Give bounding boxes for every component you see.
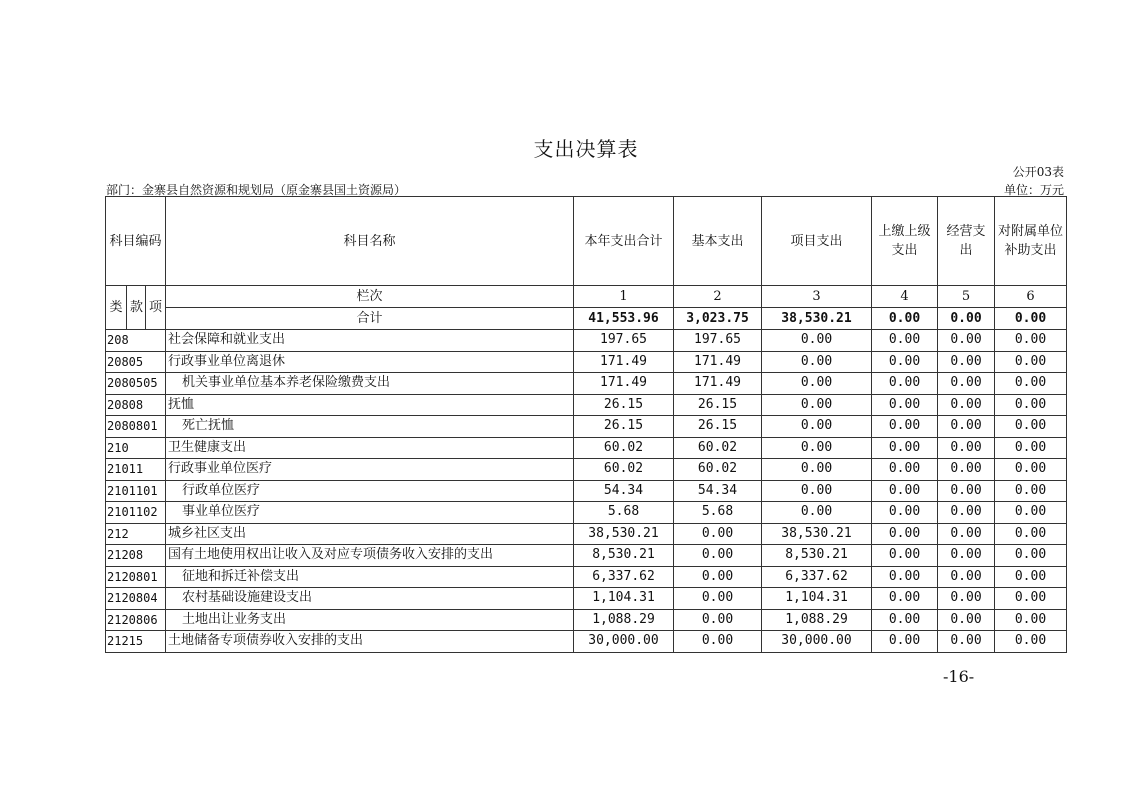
column-number-6: 6 — [995, 286, 1067, 308]
table-row — [106, 480, 1067, 502]
table-row — [106, 373, 1067, 395]
row-upper: 0.00 — [872, 373, 938, 395]
table-row — [106, 631, 1067, 653]
row-subsidy: 0.00 — [995, 609, 1067, 631]
row-code: 210 — [106, 437, 166, 459]
row-business: 0.00 — [938, 566, 995, 588]
header-subsidy: 对附属单位补助支出 — [995, 197, 1067, 286]
header-business: 经营支出 — [938, 197, 995, 286]
form-number: 公开03表 — [1012, 165, 1064, 179]
row-business: 0.00 — [938, 480, 995, 502]
row-total: 26.15 — [574, 416, 674, 438]
table-row — [106, 437, 1067, 459]
row-subsidy: 0.00 — [995, 351, 1067, 373]
row-project: 0.00 — [762, 416, 872, 438]
row-project: 0.00 — [762, 330, 872, 352]
row-total: 6,337.62 — [574, 566, 674, 588]
header-total: 本年支出合计 — [574, 197, 674, 286]
row-subsidy: 0.00 — [995, 416, 1067, 438]
row-business: 0.00 — [938, 588, 995, 610]
table-row — [106, 609, 1067, 631]
column-number-row — [106, 286, 1067, 308]
total-total: 41,553.96 — [574, 308, 674, 330]
row-basic: 60.02 — [674, 437, 762, 459]
header-xiang: 项 — [146, 286, 166, 330]
page-number: -16- — [943, 667, 975, 686]
row-name: 死亡抚恤 — [166, 416, 574, 438]
row-upper: 0.00 — [872, 351, 938, 373]
row-name: 行政单位医疗 — [166, 480, 574, 502]
row-basic: 0.00 — [674, 545, 762, 567]
row-name: 土地储备专项债券收入安排的支出 — [166, 631, 574, 653]
row-project: 0.00 — [762, 502, 872, 524]
unit-label: 单位：万元 — [1003, 183, 1064, 197]
row-basic: 0.00 — [674, 609, 762, 631]
row-upper: 0.00 — [872, 459, 938, 481]
row-code: 2120804 — [106, 588, 166, 610]
row-subsidy: 0.00 — [995, 631, 1067, 653]
row-basic: 0.00 — [674, 588, 762, 610]
row-project: 0.00 — [762, 351, 872, 373]
row-code: 20805 — [106, 351, 166, 373]
row-code: 21215 — [106, 631, 166, 653]
row-business: 0.00 — [938, 437, 995, 459]
table-row — [106, 502, 1067, 524]
row-basic: 26.15 — [674, 394, 762, 416]
row-code: 2101101 — [106, 480, 166, 502]
row-total: 54.34 — [574, 480, 674, 502]
row-upper: 0.00 — [872, 631, 938, 653]
row-subsidy: 0.00 — [995, 459, 1067, 481]
table-row — [106, 416, 1067, 438]
row-code: 21011 — [106, 459, 166, 481]
row-project: 0.00 — [762, 437, 872, 459]
row-subsidy: 0.00 — [995, 588, 1067, 610]
row-project: 1,104.31 — [762, 588, 872, 610]
row-total: 38,530.21 — [574, 523, 674, 545]
column-number-5: 5 — [938, 286, 995, 308]
header-kuan: 款 — [127, 286, 146, 330]
row-code: 20808 — [106, 394, 166, 416]
row-project: 8,530.21 — [762, 545, 872, 567]
row-project: 0.00 — [762, 459, 872, 481]
row-code: 2080505 — [106, 373, 166, 395]
header-row — [106, 197, 1067, 286]
column-number-4: 4 — [872, 286, 938, 308]
row-upper: 0.00 — [872, 330, 938, 352]
row-name: 卫生健康支出 — [166, 437, 574, 459]
row-name: 社会保障和就业支出 — [166, 330, 574, 352]
row-business: 0.00 — [938, 545, 995, 567]
row-business: 0.00 — [938, 330, 995, 352]
row-code: 208 — [106, 330, 166, 352]
row-upper: 0.00 — [872, 394, 938, 416]
page-title: 支出决算表 — [533, 137, 639, 161]
row-name: 抚恤 — [166, 394, 574, 416]
row-business: 0.00 — [938, 631, 995, 653]
row-basic: 60.02 — [674, 459, 762, 481]
row-subsidy: 0.00 — [995, 502, 1067, 524]
row-total: 171.49 — [574, 373, 674, 395]
row-project: 6,337.62 — [762, 566, 872, 588]
header-project: 项目支出 — [762, 197, 872, 286]
row-basic: 171.49 — [674, 373, 762, 395]
row-project: 38,530.21 — [762, 523, 872, 545]
table-row — [106, 588, 1067, 610]
row-name: 国有土地使用权出让收入及对应专项债务收入安排的支出 — [166, 545, 574, 567]
table-row — [106, 566, 1067, 588]
row-project: 0.00 — [762, 394, 872, 416]
row-subsidy: 0.00 — [995, 566, 1067, 588]
row-name: 事业单位医疗 — [166, 502, 574, 524]
row-upper: 0.00 — [872, 545, 938, 567]
row-upper: 0.00 — [872, 609, 938, 631]
row-total: 171.49 — [574, 351, 674, 373]
row-subsidy: 0.00 — [995, 330, 1067, 352]
table-row — [106, 394, 1067, 416]
row-business: 0.00 — [938, 502, 995, 524]
row-business: 0.00 — [938, 394, 995, 416]
table-row — [106, 459, 1067, 481]
row-name: 行政事业单位医疗 — [166, 459, 574, 481]
row-upper: 0.00 — [872, 502, 938, 524]
row-name: 机关事业单位基本养老保险缴费支出 — [166, 373, 574, 395]
row-total: 8,530.21 — [574, 545, 674, 567]
row-total: 26.15 — [574, 394, 674, 416]
row-project: 30,000.00 — [762, 631, 872, 653]
row-name: 行政事业单位离退休 — [166, 351, 574, 373]
header-lei: 类 — [106, 286, 127, 330]
row-code: 21208 — [106, 545, 166, 567]
row-code: 2080801 — [106, 416, 166, 438]
row-code: 212 — [106, 523, 166, 545]
row-total: 1,088.29 — [574, 609, 674, 631]
header-name: 科目名称 — [166, 197, 574, 286]
row-subsidy: 0.00 — [995, 394, 1067, 416]
row-code: 2120801 — [106, 566, 166, 588]
row-basic: 171.49 — [674, 351, 762, 373]
row-total: 60.02 — [574, 437, 674, 459]
total-subsidy: 0.00 — [995, 308, 1067, 330]
row-project: 0.00 — [762, 480, 872, 502]
total-project: 38,530.21 — [762, 308, 872, 330]
row-basic: 0.00 — [674, 523, 762, 545]
row-business: 0.00 — [938, 351, 995, 373]
row-project: 0.00 — [762, 373, 872, 395]
row-subsidy: 0.00 — [995, 373, 1067, 395]
total-row — [106, 308, 1067, 330]
row-basic: 0.00 — [674, 631, 762, 653]
column-label: 栏次 — [166, 286, 574, 308]
header-basic: 基本支出 — [674, 197, 762, 286]
row-name: 征地和拆迁补偿支出 — [166, 566, 574, 588]
column-number-2: 2 — [674, 286, 762, 308]
row-subsidy: 0.00 — [995, 437, 1067, 459]
total-basic: 3,023.75 — [674, 308, 762, 330]
row-total: 60.02 — [574, 459, 674, 481]
row-business: 0.00 — [938, 373, 995, 395]
row-basic: 54.34 — [674, 480, 762, 502]
row-upper: 0.00 — [872, 480, 938, 502]
table-row — [106, 545, 1067, 567]
department-label: 部门：金寨县自然资源和规划局（原金寨县国土资源局） — [106, 183, 407, 197]
row-total: 1,104.31 — [574, 588, 674, 610]
total-business: 0.00 — [938, 308, 995, 330]
expenditure-table — [105, 196, 1067, 653]
row-business: 0.00 — [938, 416, 995, 438]
column-number-1: 1 — [574, 286, 674, 308]
row-basic: 5.68 — [674, 502, 762, 524]
row-name: 土地出让业务支出 — [166, 609, 574, 631]
total-label: 合计 — [166, 308, 574, 330]
row-project: 1,088.29 — [762, 609, 872, 631]
row-business: 0.00 — [938, 609, 995, 631]
column-number-3: 3 — [762, 286, 872, 308]
row-business: 0.00 — [938, 523, 995, 545]
table-row — [106, 351, 1067, 373]
row-upper: 0.00 — [872, 588, 938, 610]
header-upper: 上缴上级支出 — [872, 197, 938, 286]
row-total: 30,000.00 — [574, 631, 674, 653]
row-subsidy: 0.00 — [995, 523, 1067, 545]
row-name: 城乡社区支出 — [166, 523, 574, 545]
row-name: 农村基础设施建设支出 — [166, 588, 574, 610]
row-basic: 0.00 — [674, 566, 762, 588]
row-basic: 26.15 — [674, 416, 762, 438]
row-total: 197.65 — [574, 330, 674, 352]
row-upper: 0.00 — [872, 437, 938, 459]
row-upper: 0.00 — [872, 523, 938, 545]
row-total: 5.68 — [574, 502, 674, 524]
row-basic: 197.65 — [674, 330, 762, 352]
row-upper: 0.00 — [872, 566, 938, 588]
table-row — [106, 330, 1067, 352]
row-upper: 0.00 — [872, 416, 938, 438]
table-row — [106, 523, 1067, 545]
row-business: 0.00 — [938, 459, 995, 481]
row-subsidy: 0.00 — [995, 480, 1067, 502]
header-code: 科目编码 — [106, 197, 166, 286]
row-code: 2120806 — [106, 609, 166, 631]
total-upper: 0.00 — [872, 308, 938, 330]
row-code: 2101102 — [106, 502, 166, 524]
row-subsidy: 0.00 — [995, 545, 1067, 567]
